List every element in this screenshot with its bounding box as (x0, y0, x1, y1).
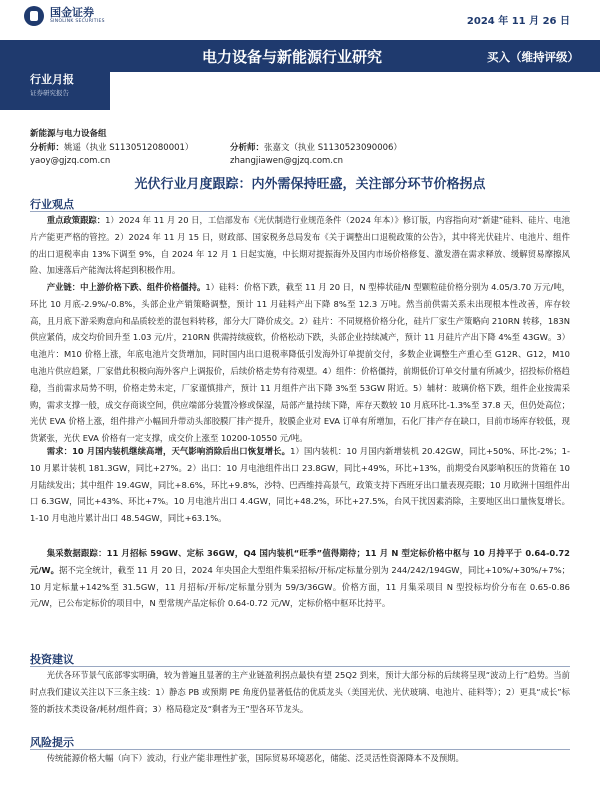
tender-text: 据不完全统计，截至 11 月 20 日，2024 年央国企大型组件集采招标/开标/定标量分别为 244/242/194GW，同比+10%/+30%/+7%；10 月定标量+142%至 31.5GW，11 月招标/开标/定标量分别为 59/3/36GW。价格方面，11 月集采项目 N 型投标均价分布在 0.65-0.86 元/W，已公布定标价的项目中，N 型常规产品定标价 0.64-0.72 元/W，定标价格中枢环比持平。 (30, 564, 570, 609)
paragraph-policy (30, 212, 570, 279)
paragraph-risk (30, 750, 570, 767)
report-subtype: 证券研究报告 (30, 89, 69, 97)
title-band (110, 40, 600, 72)
section-title-invest: 投资建议 (30, 653, 74, 666)
policy-text: 1）2024 年 11 月 20 日，工信部发布《光伏制造行业规范条件（2024 年本）》修订版，内容指向对“新建”硅料、硅片、电池片产能更严格的管控。2）2024 年 11 月 15 日，财政部、国家税务总局发布《关于调整出口退税政策的公告》，其中将光伏硅片、电池片、组件的出口退税率由 13%下调至 9%，自 2024 年 12 月 1 日起实施，中长期对提振海外及国内市场价格修复、激发潜在需求释放、缓解贸易摩擦风险、加速落后产能淘汰将起到积极作用。 (30, 215, 570, 276)
chain-text: 1）硅料：价格下跌，截至 11 月 20 日，N 型棒状硅/N 型颗粒硅价格分别为 4.05/3.70 万元/吨，环比 10 月底-2.9%/-0.8%，头部企业产销策略调整，预计 11 月硅料产出下降 8%至 12.3 万吨。然当前供需关系未出现根本性改善，库存较高，且月底下游采购意向和品质较差的混包料转移，部分大厂降价成交。2）硅片：不同规格价格分化，硅片厂家生产策略向 210RN 转移，183N 供应紧俏，成交均价回升至 1.03 元/片，210RN 供需持续疲软，价格松动下跌，头部企业持续减产，预计 11 月硅片产出下降 4%至 43GW。3）电池片：M10 价格上涨，年底电池片交货增加，同时国内出口退税率降低引发海外订单提前交付，多数企业调整生产重心至 G12R、G12，M10 电池片供应趋紧，厂家借此积极向海外客户上调报价，后续价格走势有待观望。4）组件：价格僵持，前期低价订单交付量有所减少，招投标价格趋稳，当前需求局势不明，价格走势未定，厂家谨慎排产，预计 11 月组件产出下降 3%至 53GW 附近。5）辅材：玻璃价格下跌，组件企业按需采购，需求支撑一般，成交存商谈空间，供应端部分装置冷修或保湿，局部产量持续下降，库存天数较 10 月底环比-1.3%至 37.8 天，但仍处高位；光伏 EVA 价格上涨，组件排产小幅回升带动头部胶膜厂排产提升，胶膜企业对 EVA 订单有所增加，石化厂排产存在缺口，目前市场库存较低，现货紧张，光伏 EVA 价格有一定支撑，成交价上涨至 10200-10550 元/吨。 (30, 282, 571, 444)
risk-text: 传统能源价格大幅（向下）波动，行业产能非理性扩张，国际贸易环境恶化，储能、泛灵活性资源降本不及预期。 (46, 753, 464, 763)
analyst-label: 分析师： (230, 143, 265, 153)
brand-logo (24, 6, 105, 26)
brand-logo-icon (24, 6, 44, 26)
chain-lead: 产业链： (46, 282, 81, 292)
rating-label: 买入（维持评级） (487, 50, 579, 64)
analyst-name: 张嘉文（执业 S1130523090006） (264, 143, 402, 153)
analyst-label: 分析师： (30, 143, 65, 153)
paragraph-demand (30, 443, 570, 527)
paragraph-tender (30, 545, 570, 612)
paragraph-invest (30, 667, 570, 717)
brand-name-en: SINOLINK SECURITIES (50, 19, 105, 25)
demand-text: 1）国内装机：10 月国内新增装机 20.42GW，同比+50%、环比-2%；1-10 月累计装机 181.3GW，同比+27%。2）出口：10 月电池组件出口 23.8GW，同比+49%，环比+13%，前期受台风影响积压的货箱在 10 月陆续发出；其中组件 19.4GW，同比+8.6%，环比+9.8%，沙特、巴西维持高景气，政策支持下西班牙出口量表现亮眼；10 月欧洲十国组件出口 6.3GW，同比+43%、环比+7%。10 月电池片出口 4.4GW，同比+48.2%，环比+27.5%，台风干扰因素消除，主要地区出口量恢复增长。1-10 月电池片累计出口 48.54GW，同比+63.1%。 (30, 446, 570, 524)
report-type-block (0, 40, 110, 110)
report-date: 2024 年 11 月 26 日 (466, 16, 570, 27)
brand-name-cn: 国金证券 (50, 6, 94, 20)
section-title-risk: 风险提示 (30, 736, 74, 749)
analyst-email[interactable]: yaoy@gjzq.com.cn (30, 156, 111, 166)
tender-lead: 集采数据跟踪：11 月招标 59GW、定标 36GW，Q4 国内装机“旺季”值得期待；11 月 N 型定标价格中枢与 10 月持平于 0.64-0.72 元/W。 (30, 548, 570, 575)
invest-text: 光伏各环节景气底部零实明确，较为普遍且显著的主产业链盈利拐点最快有望 25Q2 到来，预计大部分标的后续将呈现“波动上行”趋势。当前时点我们建议关注以下三条主线：1）静态 PB 或预期 PE 角度仍显著低估的优质龙头（美国光伏、光伏玻璃、电池片、硅料等）；2）更具“成长”标签的新技术类设备/耗材/组件商；3）格局稳定及“剩者为王”型各环节龙头。 (30, 670, 570, 714)
top-bar (0, 0, 600, 40)
chain-lead-2: 中上游价格下跌、组件价格僵持。 (80, 282, 206, 292)
report-type: 行业月报 (30, 73, 74, 86)
industry-group: 新能源与电力设备组 (30, 129, 107, 139)
analyst-email[interactable]: zhangjiawen@gjzq.com.cn (230, 156, 344, 166)
analyst-name: 姚遥（执业 S1130512080001） (64, 143, 194, 153)
paragraph-chain (30, 279, 570, 447)
section-title-view: 行业观点 (30, 198, 74, 211)
analyst-2 (230, 141, 402, 166)
report-headline: 光伏行业月度跟踪：内外需保持旺盛，关注部分环节价格拐点 (134, 177, 486, 192)
analyst-1 (30, 141, 193, 166)
policy-lead: 重点政策跟踪： (46, 215, 106, 225)
report-title: 电力设备与新能源行业研究 (202, 48, 383, 66)
demand-lead: 需求：10 月国内装机继续高增，天气影响消除后出口恢复增长。 (46, 446, 291, 456)
